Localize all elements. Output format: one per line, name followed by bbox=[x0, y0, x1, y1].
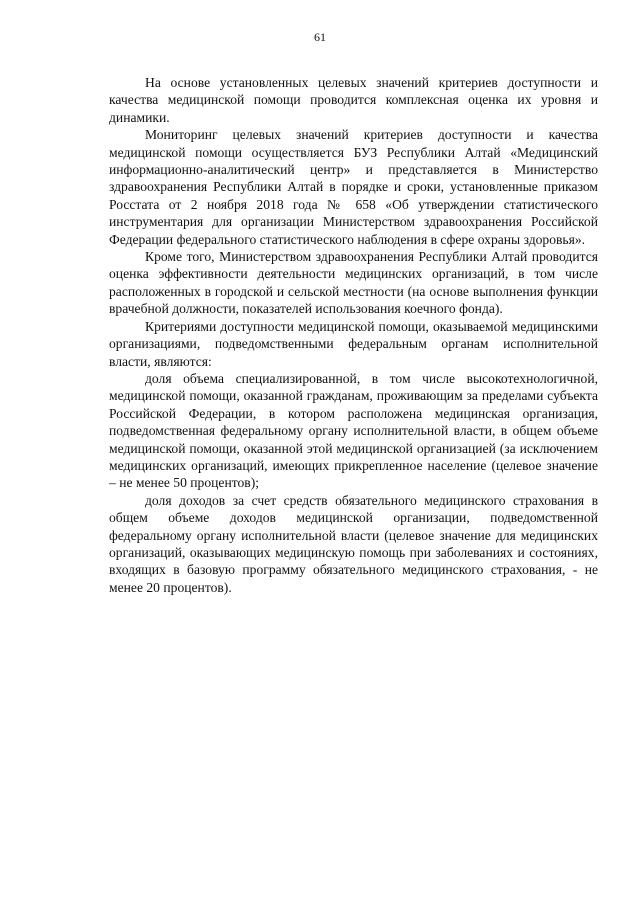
page-number: 61 bbox=[314, 30, 326, 44]
paragraph-criteria-intro: Критериями доступности медицинской помощи, оказываемой медицинскими организациями, подведомственными федеральным органам исполнительной власти, являются: bbox=[109, 318, 598, 369]
document-body bbox=[109, 74, 598, 596]
paragraph-efficiency: Кроме того, Министерством здравоохранения Республики Алтай проводится оценка эффективности деятельности медицинских организаций, в том числе расположенных в городской и сельской местности (на основе выполнения функции врачебной должности, показателей использования коечного фонда). bbox=[109, 249, 598, 317]
paragraph-criterion-insurance-income: доля доходов за счет средств обязательного медицинского страхования в общем объеме доходов медицинской организации, подведомственной федеральному органу исполнительной власти (целевое значение для медицинских организаций, оказывающих медицинскую помощь при заболеваниях и состояниях, входящих в базовую программу обязательного медицинского страхования, - не менее 20 процентов). bbox=[109, 492, 598, 595]
paragraph-monitoring: Мониторинг целевых значений критериев доступности и качества медицинской помощи осуществляется БУЗ Республики Алтай «Медицинский информационно-аналитический центр» и представляется в Министерство здравоохранения Республики Алтай в порядке и сроки, установленные приказом Росстата от 2 ноября 2018 года № 658 «Об утверждении статистического инструментария для организации Министерством здравоохранения Российской Федерации федерального статистического наблюдения в сфере охраны здоровья». bbox=[109, 127, 598, 247]
paragraph-assessment: На основе установленных целевых значений критериев доступности и качества медицинской помощи проводится комплексная оценка их уровня и динамики. bbox=[109, 75, 598, 125]
paragraph-criterion-specialized-care: доля объема специализированной, в том числе высокотехнологичной, медицинской помощи, оказанной гражданам, проживающим за пределами субъекта Российской Федерации, в котором расположена медицинская организация, подведомственная федеральному органу исполнительной власти, в общем объеме медицинской помощи, оказанной этой медицинской организацией (за исключением медицинских организаций, имеющих прикрепленное население (целевое значение – не менее 50 процентов); bbox=[109, 370, 598, 491]
